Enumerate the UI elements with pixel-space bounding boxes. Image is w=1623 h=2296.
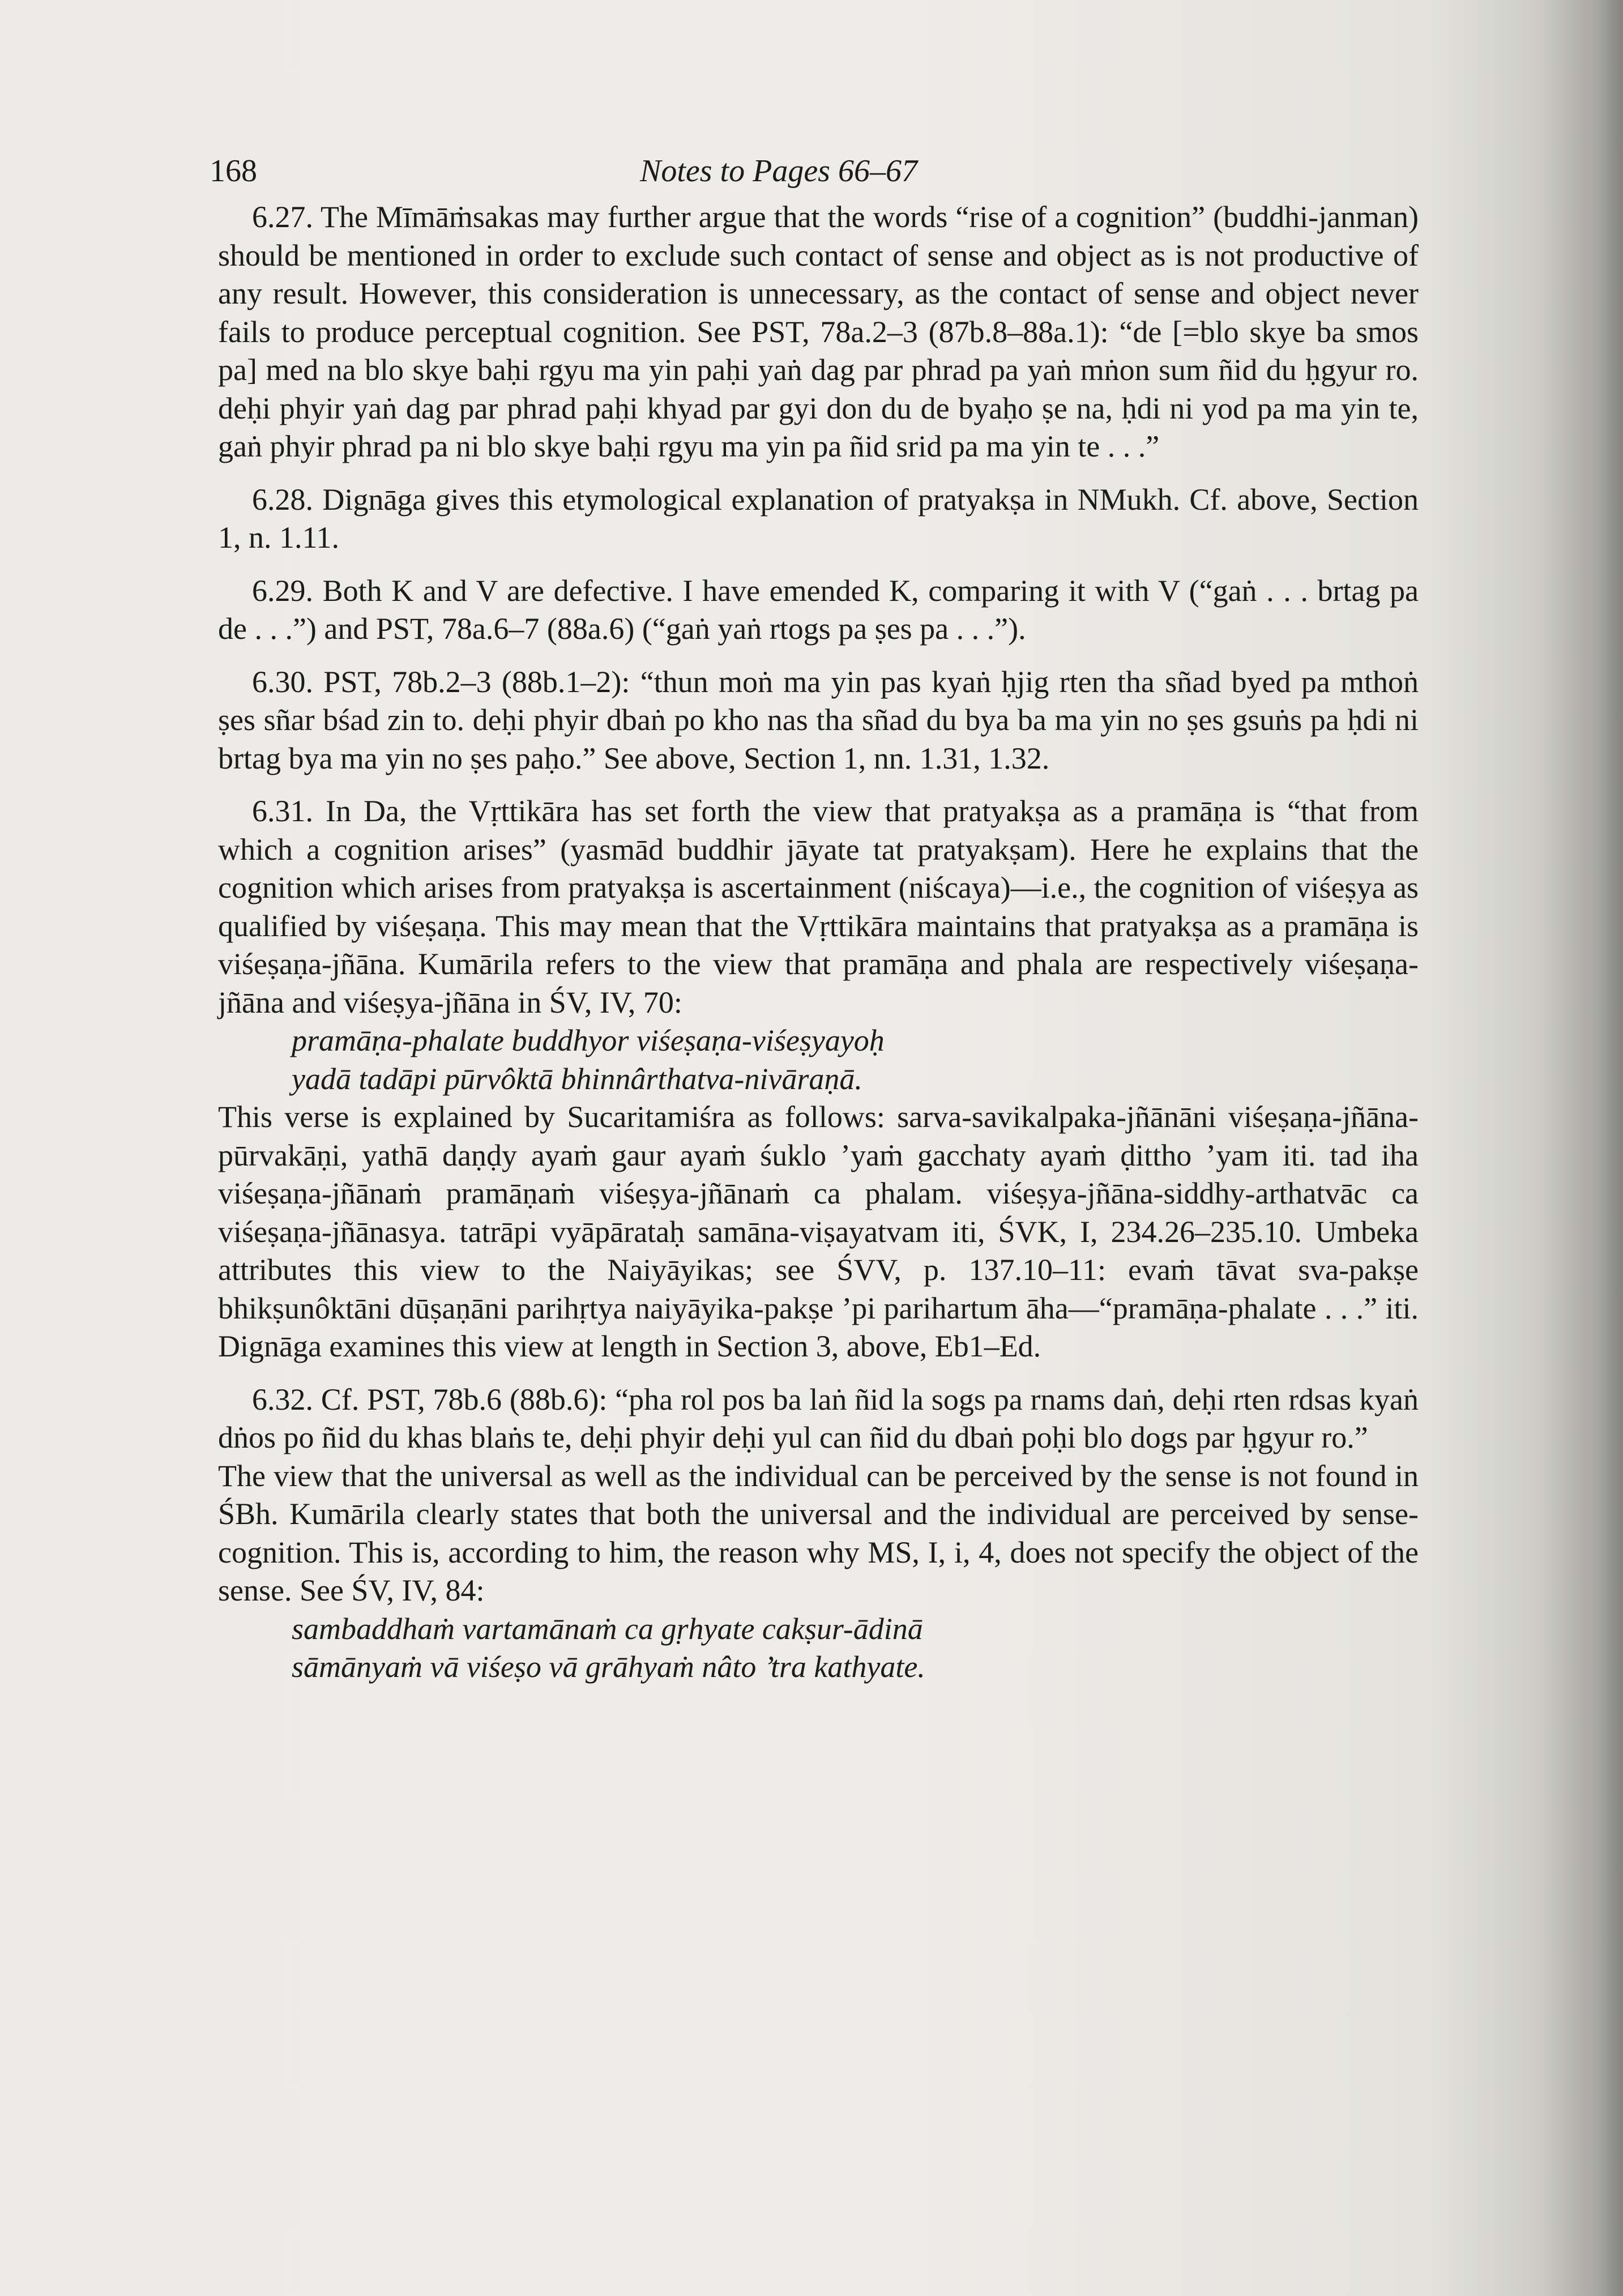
verse-line: yadā tadāpi pūrvôktā bhinnârthatva-nivāraṇā. (292, 1061, 862, 1096)
note-6-27: 6.27. The Mīmāṁsakas may further argue that the words “rise of a cognition” (buddhi-janman) should be mentioned in order to exclude such contact of sense and object as is not productive of any result. However, this consideration is unnecessary, as the contact of sense and object never fails to produce perceptual cognition. See PST, 78a.2–3 (87b.8–88a.1): “de [=blo skye ba smos pa] med na blo skye baḥi rgyu ma yin paḥi yaṅ dag par phrad pa yaṅ mṅon sum ñid du ḥgyur ro. deḥi phyir yaṅ dag par phrad paḥi khyad par gyi don du de byaḥo ṣe na, ḥdi ni yod pa ma yin te, gaṅ phyir phrad pa ni blo skye baḥi rgyu ma yin pa ñid srid pa ma yin te . . .” (218, 200, 1419, 463)
notes-body (218, 198, 1419, 1687)
page-header (210, 153, 1416, 198)
verse-line: sambaddhaṁ vartamānaṁ ca gṛhyate cakṣur-ādinā (292, 1611, 923, 1646)
running-head: Notes to Pages 66–67 (640, 153, 917, 189)
note-6-32: 6.32. Cf. PST, 78b.6 (88b.6): “pha rol pos ba laṅ ñid la sogs pa rnams daṅ, deḥi rten rdsas kyaṅ dṅos po ñid du khas blaṅs te, deḥi phyir deḥi yul can ñid du dbaṅ poḥi blo dogs par ḥgyur ro.” (218, 1382, 1419, 1454)
page-edge-shadow (1538, 0, 1623, 2296)
page-number: 168 (210, 153, 257, 189)
note-6-31-continuation: This verse is explained by Sucaritamiśra as follows: sarva-savikalpaka-jñānāni viśeṣaṇa-jñāna-pūrvakāṇi, yathā daṇḍy ayaṁ gaur ayaṁ śuklo ’yaṁ gacchaty ayaṁ ḍittho ’yam iti. tad iha viśeṣaṇa-jñānaṁ pramāṇaṁ viśeṣya-jñānaṁ ca phalam. viśeṣya-jñāna-siddhy-arthatvāc ca viśeṣaṇa-jñānasya. tatrāpi vyāpārataḥ samāna-viṣayatvam iti, ŚVK, I, 234.26–235.10. Umbeka attributes this view to the Naiyāyikas; see ŚVV, p. 137.10–11: evaṁ tāvat sva-pakṣe bhikṣunôktāni dūṣaṇāni parihṛtya naiyāyika-pakṣe ’pi parihartum āha—“pramāṇa-phalate . . .” iti. Dignāga examines this view at length in Section 3, above, Eb1–Ed. (218, 1100, 1419, 1363)
verse-line: sāmānyaṁ vā viśeṣo vā grāhyaṁ nâto ’tra kathyate. (292, 1650, 925, 1684)
note-6-28: 6.28. Dignāga gives this etymological explanation of pratyakṣa in NMukh. Cf. above, Section 1, n. 1.11. (218, 482, 1419, 554)
note-6-30: 6.30. PST, 78b.2–3 (88b.1–2): “thun moṅ ma yin pas kyaṅ ḥjig rten tha sñad byed pa mthoṅ ṣes sñar bśad zin to. deḥi phyir dbaṅ po kho nas tha sñad du bya ba ma yin no ṣes gsuṅs pa ḥdi ni brtag bya ma yin no ṣes paḥo.” See above, Section 1, nn. 1.31, 1.32. (218, 664, 1419, 775)
verse-line: pramāṇa-phalate buddhyor viśeṣaṇa-viśeṣyayoḥ (292, 1023, 885, 1057)
verse-sv-iv-84 (292, 1610, 1419, 1687)
note-6-32-continuation: The view that the universal as well as the individual can be perceived by the sense is not found in ŚBh. Kumārila clearly states that both the universal and the individual are perceived by sense-cognition. This is, according to him, the reason why MS, I, i, 4, does not specify the object of the sense. See ŚV, IV, 84: (218, 1458, 1419, 1607)
note-6-29: 6.29. Both K and V are defective. I have emended K, comparing it with V (“gaṅ . . . brtag pa de . . .”) and PST, 78a.6–7 (88a.6) (“gaṅ yaṅ rtogs pa ṣes pa . . .”). (218, 573, 1419, 646)
verse-sv-iv-70 (292, 1022, 1419, 1098)
note-6-31: 6.31. In Da, the Vṛttikāra has set forth the view that pratyakṣa as a pramāṇa is “that from which a cognition arises” (yasmād buddhir jāyate tat pratyakṣam). Here he explains that the cognition which arises from pratyakṣa is ascertainment (niścaya)—i.e., the cognition of viśeṣya as qualified by viśeṣaṇa. This may mean that the Vṛttikāra maintains that pratyakṣa as a pramāṇa is viśeṣaṇa-jñāna. Kumārila refers to the view that pramāṇa and phala are respectively viśeṣaṇa-jñāna and viśeṣya-jñāna in ŚV, IV, 70: (218, 794, 1419, 1019)
